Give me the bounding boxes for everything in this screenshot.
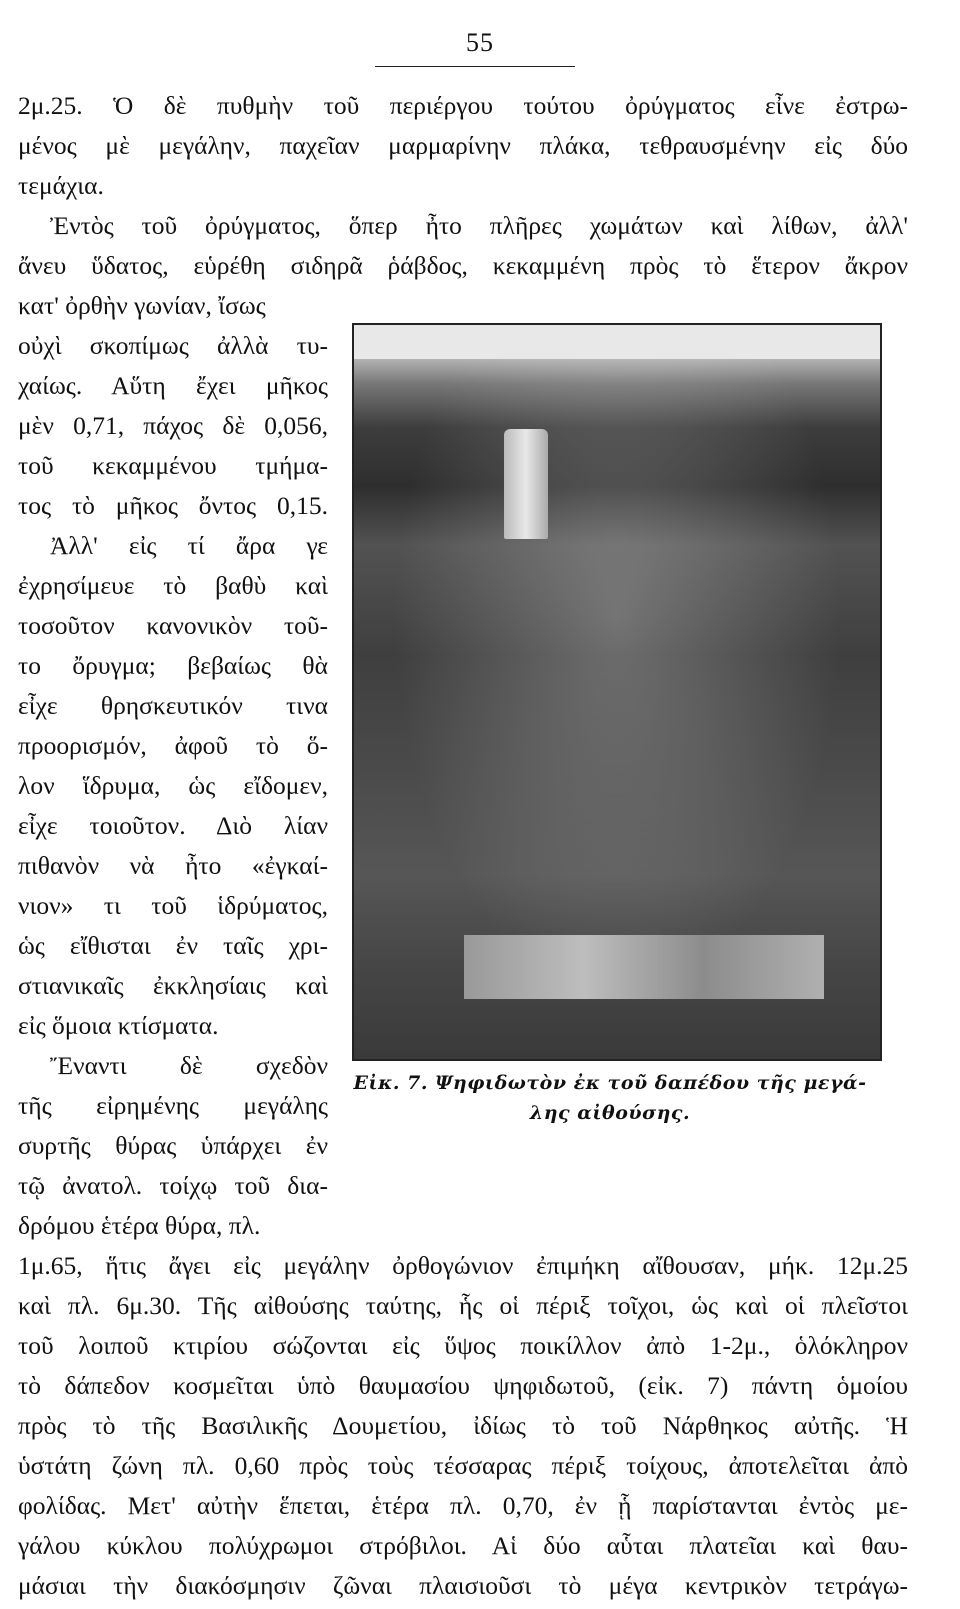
text-line: τῆς εἰρημένης μεγάλης bbox=[18, 1091, 328, 1120]
text-line: Ἔναντι δὲ σχεδὸν bbox=[50, 1051, 328, 1080]
mosaic-floor-photo bbox=[352, 323, 882, 1061]
text-line: χαίως. Αὕτη ἔχει μῆκος bbox=[18, 371, 328, 400]
text-line: τοῦ λοιποῦ κτιρίου σώζονται εἰς ὕψος ποικίλλον ἀπὸ 1-2μ., ὁλόκληρον bbox=[18, 1331, 908, 1360]
text-line: ὑστάτη ζώνη πλ. 0,60 πρὸς τοὺς τέσσαρας πέριξ τοίχους, ἀποτελεῖται ἀπὸ bbox=[18, 1451, 908, 1480]
text-line: γάλου κύκλου πολύχρωμοι στρόβιλοι. Αἱ δύο αὗται πλατεῖαι καὶ θαυ- bbox=[18, 1531, 908, 1560]
text-line: πρὸς τὸ τῆς Βασιλικῆς Δουμετίου, ἰδίως τὸ τοῦ Νάρθηκος αὐτῆς. Ἡ bbox=[18, 1411, 908, 1440]
text-line: στιανικαῖς ἐκκλησίαις καὶ bbox=[18, 971, 328, 1000]
text-line: Ἐντὸς τοῦ ὀρύγματος, ὅπερ ἦτο πλῆρες χωμάτων καὶ λίθων, ἀλλ' bbox=[50, 211, 908, 240]
caption-line-1: Εἰκ. 7. Ψηφιδωτὸν ἐκ τοῦ δαπέδου τῆς μεγά- bbox=[353, 1072, 867, 1094]
caption-line-2: λης αἰθούσης. bbox=[529, 1102, 691, 1124]
text-line: δρόμου ἑτέρα θύρα, πλ. bbox=[18, 1211, 261, 1240]
text-line: τος τὸ μῆκος ὄντος 0,15. bbox=[18, 491, 328, 520]
photo-column-stump bbox=[504, 429, 548, 539]
text-line: μὲν 0,71, πάχος δὲ 0,056, bbox=[18, 411, 328, 440]
text-line: τεμάχια. bbox=[18, 171, 104, 200]
text-line: κατ' ὀρθὴν γωνίαν, ἴσως bbox=[18, 291, 266, 320]
text-line: φολίδας. Μετ' αὐτὴν ἕπεται, ἑτέρα πλ. 0,70, ἐν ᾗ παρίστανται ἐντὸς με- bbox=[18, 1491, 908, 1520]
text-line: ἐχρησίμευε τὸ βαθὺ καὶ bbox=[18, 571, 328, 600]
photo-marble-slab bbox=[464, 935, 824, 999]
text-line: προορισμόν, ἀφοῦ τὸ ὅ- bbox=[18, 731, 328, 760]
text-line: Ἀλλ' εἰς τί ἄρα γε bbox=[50, 531, 328, 560]
text-line: τὸ δάπεδον κοσμεῖται ὑπὸ θαυμασίου ψηφιδωτοῦ, (εἰκ. 7) πάντη ὁμοίου bbox=[18, 1371, 908, 1400]
page-number: 55 bbox=[466, 28, 494, 57]
text-line: οὐχὶ σκοπίμως ἀλλὰ τυ- bbox=[18, 331, 328, 360]
photo-sky bbox=[354, 325, 880, 359]
text-line: εἶχε τοιοῦτον. Διὸ λίαν bbox=[18, 811, 328, 840]
header-rule bbox=[375, 66, 575, 67]
text-line: ἄνευ ὕδατος, εὑρέθη σιδηρᾶ ῥάβδος, κεκαμμένη πρὸς τὸ ἕτερον ἄκρον bbox=[18, 251, 908, 280]
text-line: το ὄρυγμα; βεβαίως θὰ bbox=[18, 651, 328, 680]
text-line: νιον» τι τοῦ ἱδρύματος, bbox=[18, 891, 328, 920]
text-line: μάσιαι τὴν διακόσμησιν ζῶναι πλαισιοῦσι τὸ μέγα κεντρικὸν τετράγω- bbox=[18, 1571, 908, 1600]
text-line: ὡς εἴθισται ἐν ταῖς χρι- bbox=[18, 931, 328, 960]
text-line: καὶ πλ. 6μ.30. Τῆς αἰθούσης ταύτης, ἧς οἱ πέριξ τοῖχοι, ὡς καὶ οἱ πλεῖστοι bbox=[18, 1291, 908, 1320]
text-line: τοσοῦτον κανονικὸν τοῦ- bbox=[18, 611, 328, 640]
text-line: εἶχε θρησκευτικόν τινα bbox=[18, 691, 328, 720]
text-line: 2μ.25. Ὁ δὲ πυθμὴν τοῦ περιέργου τούτου ὀρύγματος εἶνε ἐστρω- bbox=[18, 91, 908, 120]
text-line: τοῦ κεκαμμένου τμήμα- bbox=[18, 451, 328, 480]
text-line: λον ἵδρυμα, ὡς εἴδομεν, bbox=[18, 771, 328, 800]
text-line: συρτῆς θύρας ὑπάρχει ἐν bbox=[18, 1131, 328, 1160]
text-line: 1μ.65, ἥτις ἄγει εἰς μεγάλην ὀρθογώνιον ἐπιμήκη αἴθουσαν, μήκ. 12μ.25 bbox=[18, 1251, 908, 1280]
text-line: εἰς ὅμοια κτίσματα. bbox=[18, 1011, 219, 1040]
figure-caption bbox=[330, 1068, 890, 1128]
text-line: τῷ ἀνατολ. τοίχῳ τοῦ δια- bbox=[18, 1171, 328, 1200]
text-line: πιθανὸν νὰ ἦτο «ἐγκαί- bbox=[18, 851, 328, 880]
text-line: μένος μὲ μεγάλην, παχεῖαν μαρμαρίνην πλάκα, τεθραυσμένην εἰς δύο bbox=[18, 131, 908, 160]
